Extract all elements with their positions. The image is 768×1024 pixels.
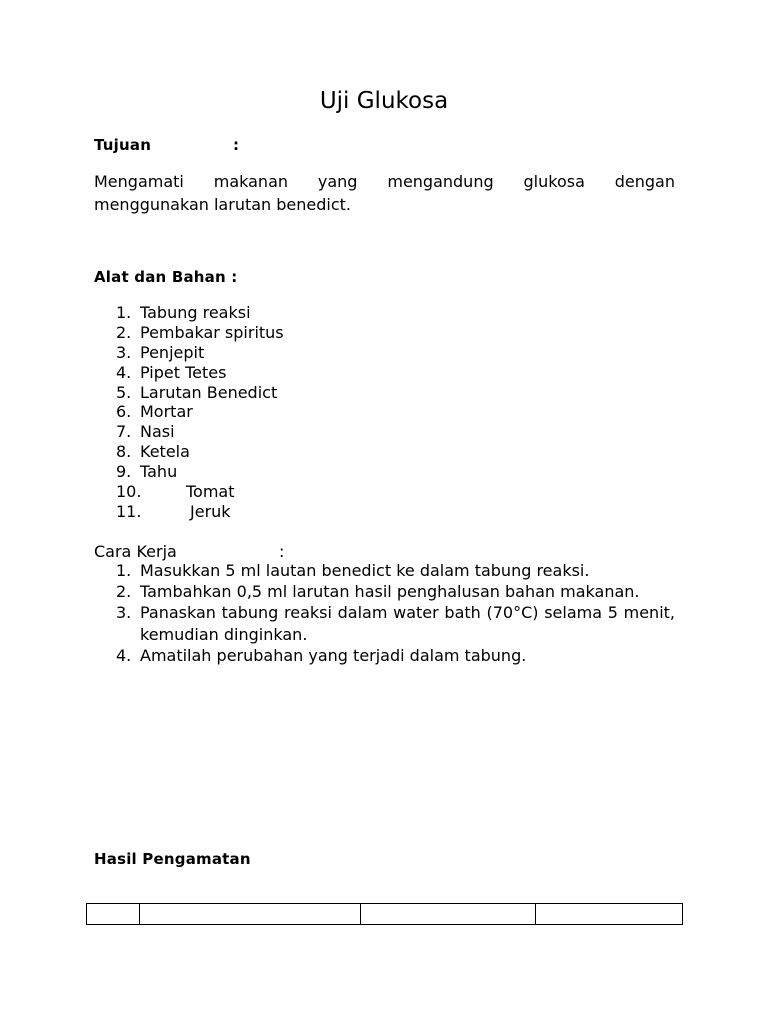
list-item-label: Ketela: [140, 442, 190, 462]
tujuan-colon: :: [233, 136, 240, 154]
step-text: Amatilah perubahan yang terjadi dalam tabung.: [140, 646, 527, 665]
hasil-table: [86, 903, 683, 925]
tujuan-text-line2: menggunakan larutan benedict.: [94, 195, 351, 214]
list-item-label: Penjepit: [140, 342, 205, 362]
list-item-number: 9.: [116, 462, 132, 482]
table-cell: [536, 904, 683, 925]
cara-steps: [94, 560, 675, 666]
tujuan-heading: Tujuan: [94, 136, 152, 154]
step-number: 4.: [116, 646, 132, 665]
list-item-number: 3.: [116, 342, 132, 362]
table-row: [87, 904, 683, 925]
table-cell: [140, 904, 361, 925]
list-item-label: Jeruk: [190, 501, 231, 521]
list-item-label: Mortar: [140, 402, 193, 422]
step-number: 2.: [116, 582, 132, 601]
list-item-number: 8.: [116, 442, 132, 462]
list-item-label: Larutan Benedict: [140, 382, 278, 402]
list-item-number: 6.: [116, 402, 132, 422]
table-cell: [361, 904, 536, 925]
cara-colon: :: [279, 542, 285, 561]
cara-heading: Cara Kerja: [94, 542, 177, 561]
step-text: Panaskan tabung reaksi dalam water bath (70°C) selama 5 menit, kemudian dinginkan.: [140, 603, 675, 644]
list-item-number: 4.: [116, 362, 132, 382]
list-item-label: Pembakar spiritus: [140, 322, 284, 342]
list-item-label: Tabung reaksi: [140, 303, 251, 322]
list-item-number: 7.: [116, 422, 132, 442]
list-item-label: Tahu: [140, 462, 178, 482]
step-number: 1.: [116, 561, 132, 580]
list-item: [94, 560, 675, 582]
list-item: [94, 645, 675, 667]
tujuan-text-line1: Mengamati makanan yang mengandung glukosa dengan: [94, 172, 675, 191]
list-item-number: 1.: [116, 303, 132, 322]
list-item: [94, 581, 675, 603]
step-number: 3.: [116, 603, 132, 622]
list-item-label: Tomat: [186, 482, 235, 502]
list-item-label: Pipet Tetes: [140, 362, 227, 382]
table-cell: [87, 904, 140, 925]
list-item-number: 5.: [116, 382, 132, 402]
step-text: Masukkan 5 ml lautan benedict ke dalam tabung reaksi.: [140, 561, 590, 580]
page-title: Uji Glukosa: [319, 88, 449, 114]
list-item: [94, 602, 675, 646]
list-item-number: 10.: [116, 482, 142, 502]
hasil-heading: Hasil Pengamatan: [94, 850, 251, 868]
step-text: Tambahkan 0,5 ml larutan hasil penghalusan bahan makanan.: [140, 582, 640, 601]
list-item-label: Nasi: [140, 422, 175, 442]
list-item-number: 2.: [116, 322, 132, 342]
list-item-number: 11.: [116, 501, 142, 521]
alat-heading: Alat dan Bahan :: [94, 268, 238, 286]
tujuan-paragraph: [94, 170, 675, 216]
